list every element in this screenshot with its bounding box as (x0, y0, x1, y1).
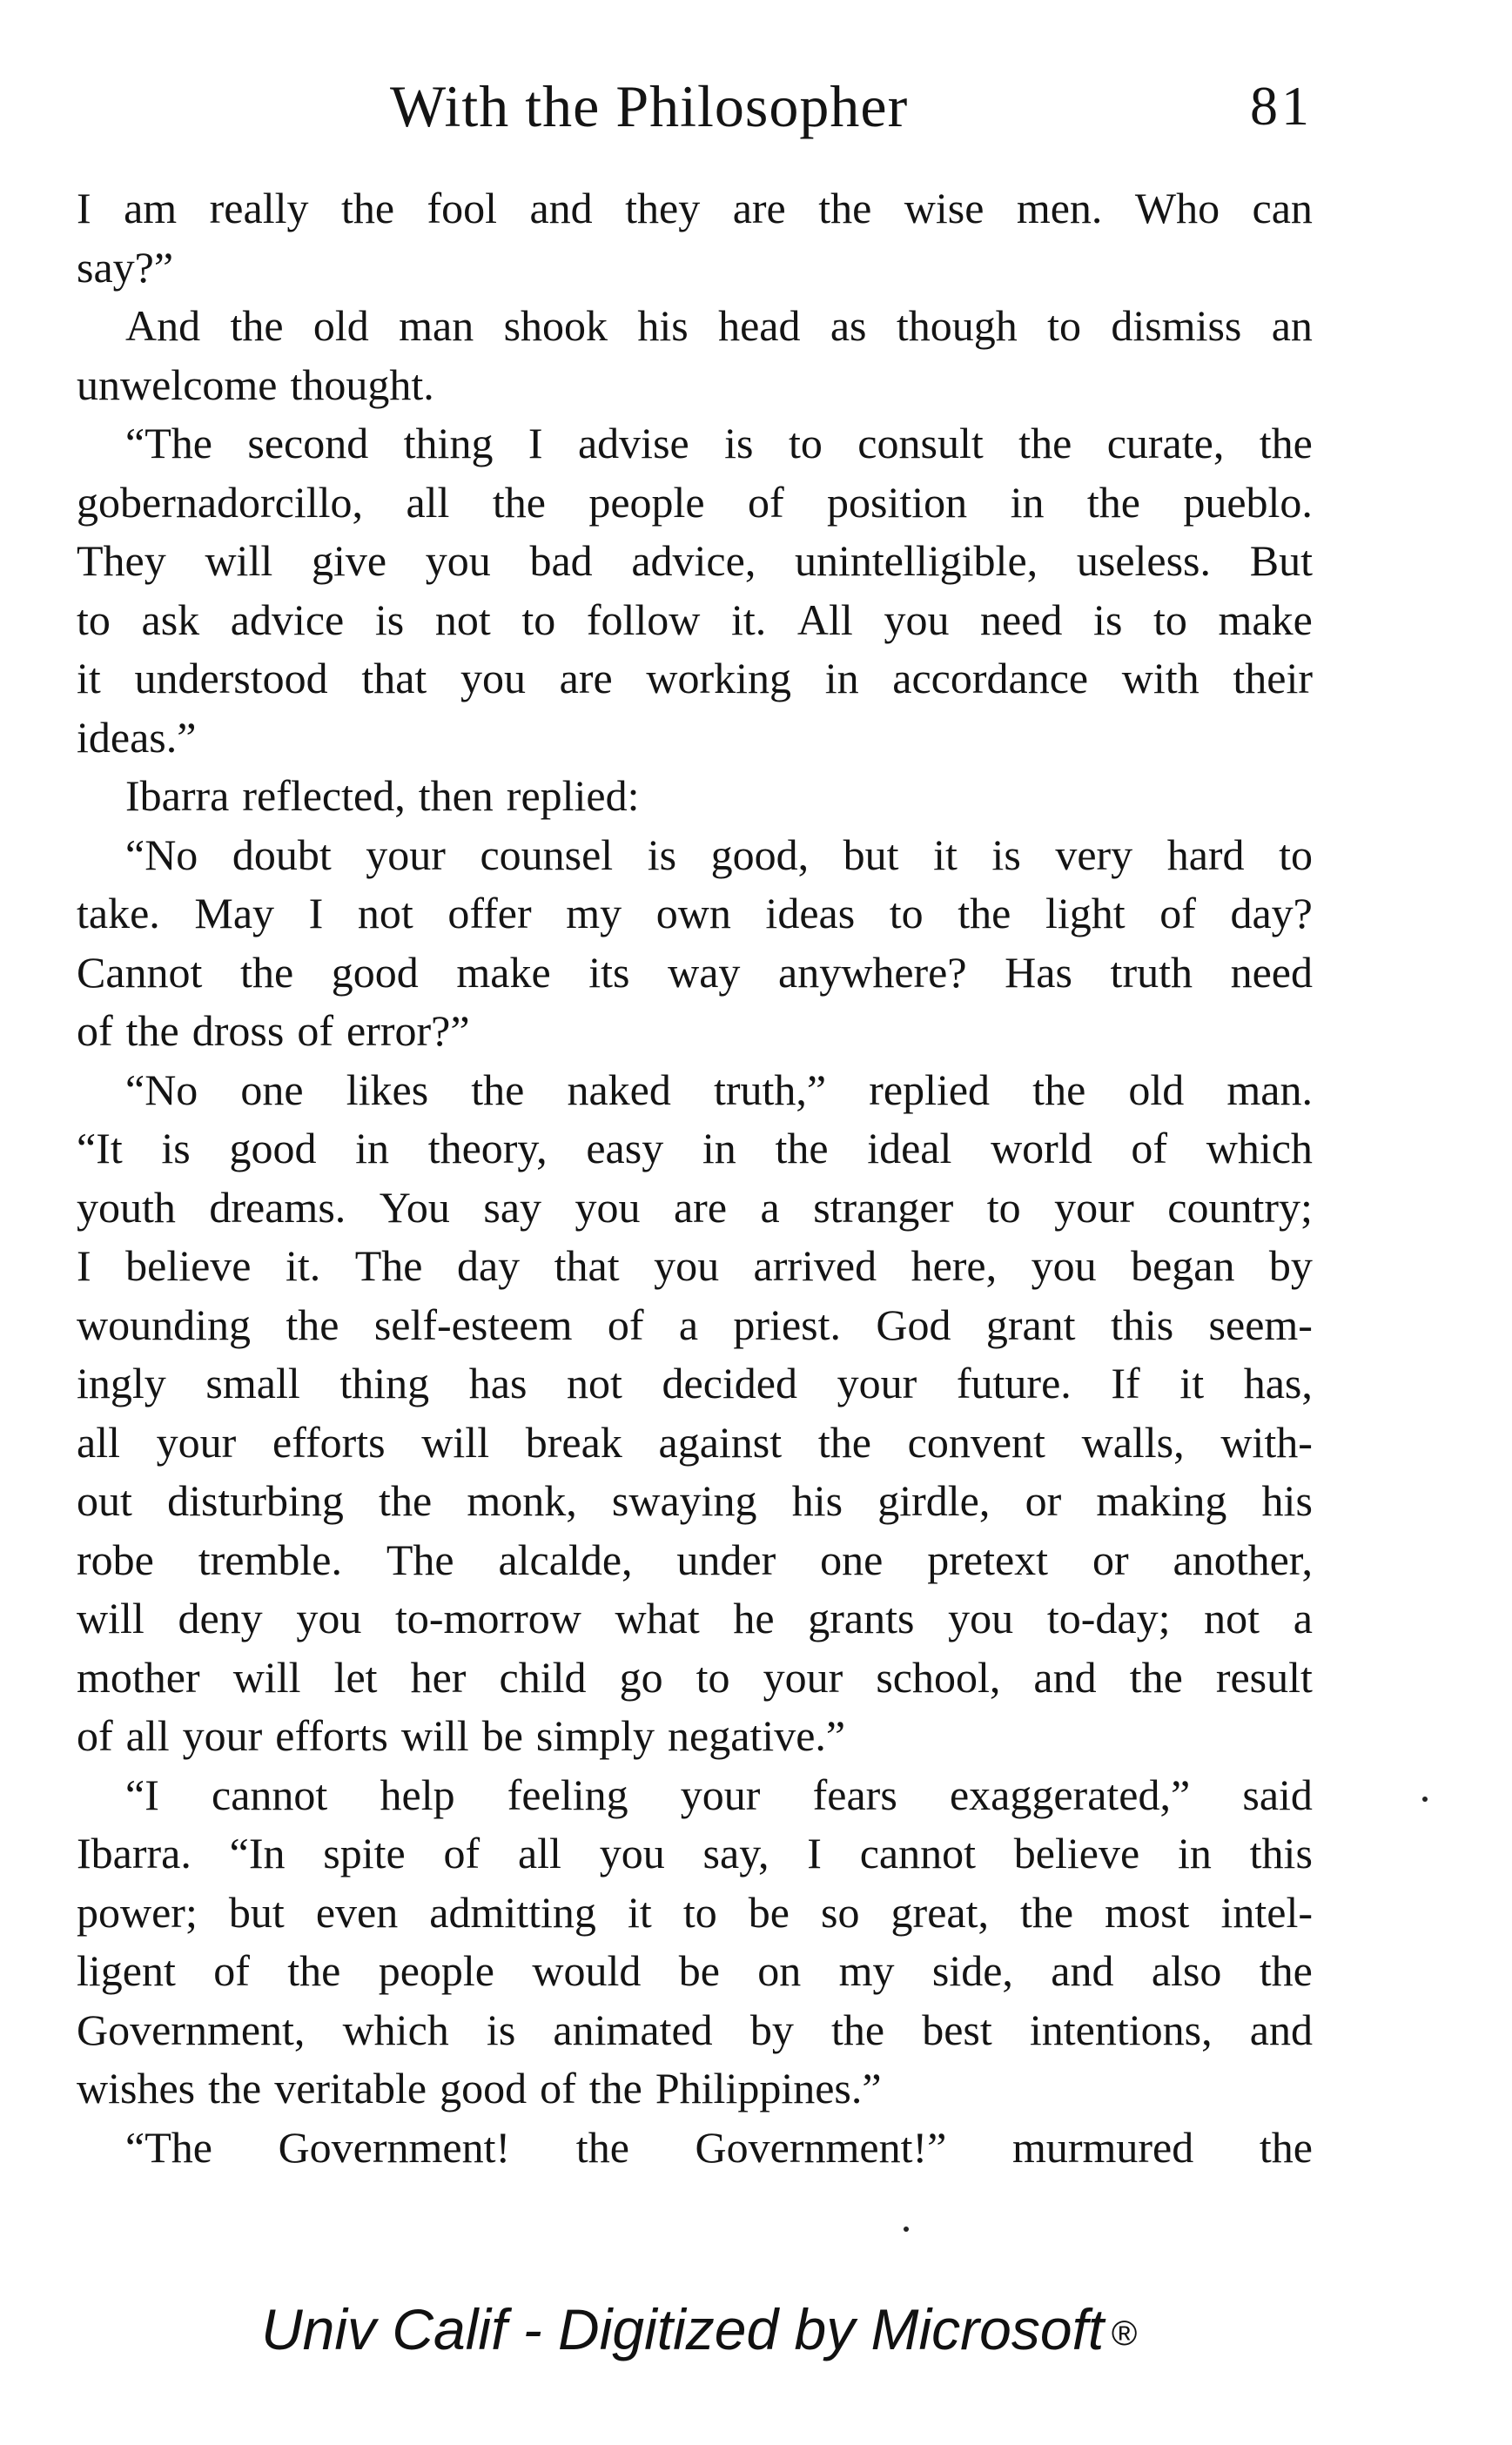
text-line: to ask advice is not to follow it. All you need is to make (77, 594, 1313, 644)
page-number: 81 (1250, 75, 1313, 137)
text-line: They will give you bad advice, unintelligible, useless. But (77, 536, 1313, 585)
text-line: I am really the fool and they are the wise men. Who can (77, 184, 1313, 232)
text-line: “No one likes the naked truth,” replied the old man. (125, 1065, 1313, 1114)
text-line: will deny you to-morrow what he grants you to-day; not a (77, 1594, 1313, 1642)
watermark-mark-icon: ® (1111, 2314, 1137, 2354)
text-line: it understood that you are working in accordance with their (77, 654, 1313, 702)
text-line: of the dross of error?” (77, 1006, 470, 1055)
text-line: take. May I not offer my own ideas to the light of day? (77, 889, 1313, 937)
text-line: “The second thing I advise is to consult the curate, the (125, 419, 1313, 467)
text-line: Cannot the good make its way anywhere? Has truth need (77, 947, 1313, 997)
text-line: ideas.” (77, 712, 197, 762)
text-line: Ibarra reflected, then replied: (125, 771, 640, 820)
text-line: wishes the veritable good of the Philippines.” (77, 2064, 882, 2113)
text-line: out disturbing the monk, swaying his girdle, or making his (77, 1476, 1313, 1525)
watermark-text: Univ Calif - Digitized by Microsoft (261, 2297, 1105, 2361)
body-text (77, 179, 1313, 2177)
text-line: “I cannot help feeling your fears exaggerated,” said (125, 1770, 1313, 1819)
text-line: all your efforts will break against the convent walls, with- (77, 1417, 1313, 1467)
text-line: gobernadorcillo, all the people of position in the pueblo. (77, 477, 1313, 527)
text-line: unwelcome thought. (77, 359, 434, 409)
text-line: wounding the self-esteem of a priest. God grant this seem- (77, 1300, 1313, 1349)
text-line: ingly small thing has not decided your future. If it has, (77, 1359, 1313, 1407)
text-line: Government, which is animated by the best intentions, and (77, 2005, 1313, 2054)
text-line: And the old man shook his head as though to dismiss an (125, 301, 1313, 350)
text-line: robe tremble. The alcalde, under one pretext or another, (77, 1535, 1313, 1584)
text-line: say?” (77, 242, 174, 292)
running-title: With the Philosopher (390, 73, 909, 139)
text-line: “No doubt your counsel is good, but it is very hard to (125, 830, 1313, 879)
text-line: “The Government! the Government!” murmured the (125, 2122, 1313, 2172)
text-line: youth dreams. You say you are a stranger to your country; (77, 1182, 1313, 1232)
text-line: ligent of the people would be on my side, and also the (77, 1946, 1313, 1995)
digitization-watermark (261, 2296, 1137, 2362)
scan-speck (904, 2227, 909, 2232)
text-line: power; but even admitting it to be so great, the most intel- (77, 1887, 1313, 1937)
text-line: mother will let her child go to your school, and the result (77, 1652, 1313, 1702)
page-header (77, 63, 1313, 150)
text-line: I believe it. The day that you arrived here, you began by (77, 1241, 1313, 1290)
scan-speck (1422, 1797, 1428, 1802)
text-line: Ibarra. “In spite of all you say, I cannot believe in this (77, 1829, 1313, 1877)
text-line: “It is good in theory, easy in the ideal world of which (77, 1124, 1313, 1172)
text-line: of all your efforts will be simply negative.” (77, 1711, 846, 1760)
